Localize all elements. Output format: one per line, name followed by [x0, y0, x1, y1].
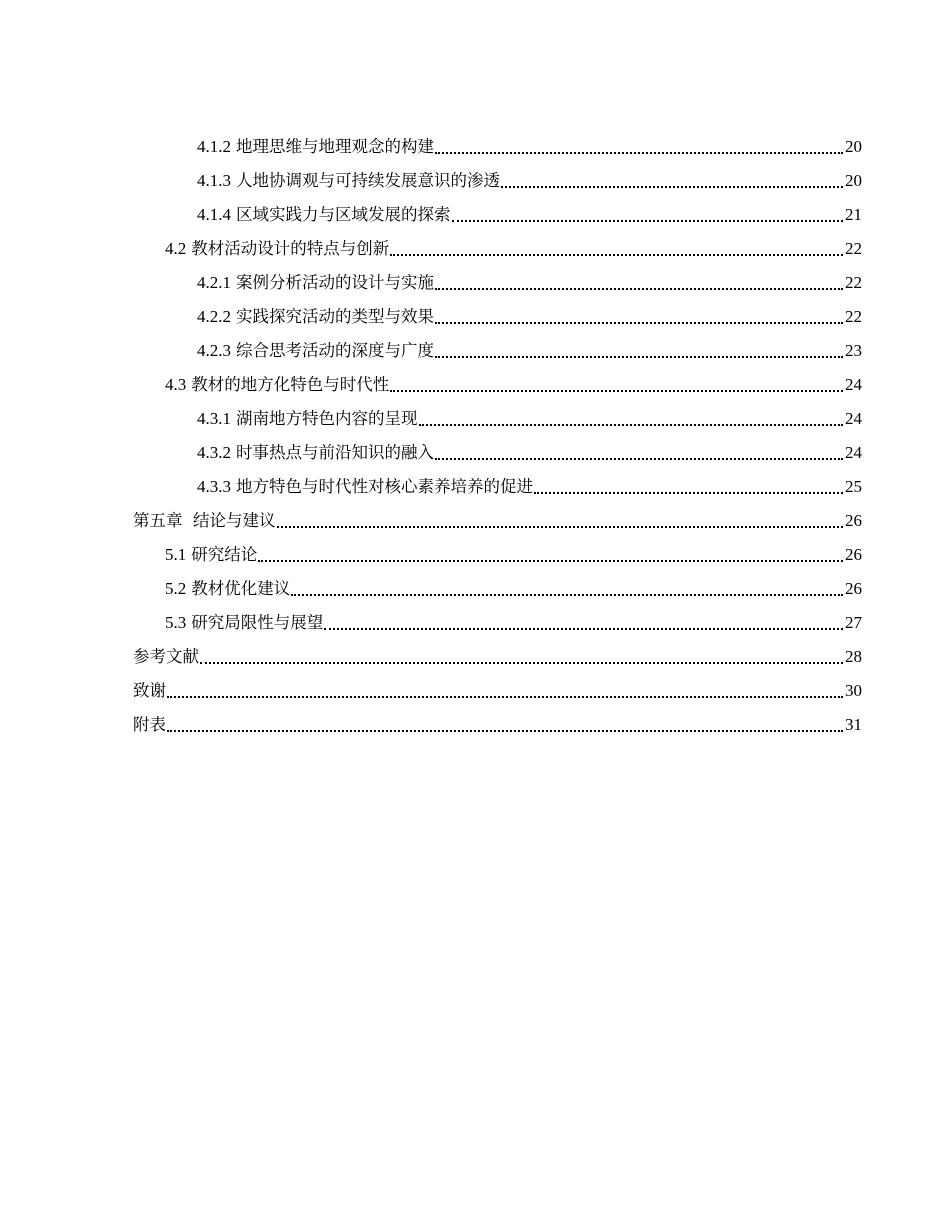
toc-entry-4-1-3[interactable] [133, 164, 862, 198]
dot-leader [452, 198, 845, 232]
toc-entry-4-2-2[interactable] [133, 300, 862, 334]
dot-leader [435, 334, 844, 368]
dot-leader [435, 436, 844, 470]
toc-entry-number: 4.2.3 [197, 341, 231, 360]
toc-entry-label [197, 436, 435, 470]
toc-entry-title: 参考文献 [133, 647, 199, 666]
toc-entry-number: 4.2 [165, 239, 187, 258]
dot-leader [435, 266, 844, 300]
toc-page-number: 20 [845, 171, 862, 190]
dot-leader [167, 674, 844, 708]
toc-page-number: 27 [845, 613, 862, 632]
toc-entry-title: 地方特色与时代性对核心素养培养的促进 [236, 477, 533, 496]
toc-entry-5-3[interactable] [133, 606, 862, 640]
toc-page-number: 25 [845, 477, 862, 496]
toc-entry-title: 区域实践力与区域发展的探索 [236, 205, 451, 224]
toc-entry-title: 研究局限性与展望 [191, 613, 324, 632]
toc-entry-appendix[interactable] [133, 708, 862, 742]
toc-entry-title: 教材的地方化特色与时代性 [191, 375, 390, 394]
toc-entry-title: 教材活动设计的特点与创新 [191, 239, 390, 258]
toc-entry-label [197, 470, 534, 504]
toc-entry-number: 4.2.1 [197, 273, 231, 292]
toc-entry-4-2-3[interactable] [133, 334, 862, 368]
toc-entry-4-3-2[interactable] [133, 436, 862, 470]
toc-entry-title: 附表 [133, 715, 166, 734]
toc-page-number: 26 [845, 545, 862, 564]
toc-entry-4-1-2[interactable] [133, 130, 862, 164]
toc-entry-title: 人地协调观与可持续发展意识的渗透 [236, 171, 500, 190]
toc-entry-5-1[interactable] [133, 538, 862, 572]
toc-page-number: 24 [845, 443, 862, 462]
toc-entry-title: 综合思考活动的深度与广度 [236, 341, 434, 360]
toc-page-number: 24 [845, 409, 862, 428]
toc-entry-number: 4.2.2 [197, 307, 231, 326]
toc-entry-title: 地理思维与地理观念的构建 [236, 137, 434, 156]
toc-entry-label [197, 198, 452, 232]
toc-page-number: 31 [845, 715, 862, 734]
toc-entry-number: 4.1.2 [197, 137, 231, 156]
dot-leader [435, 300, 844, 334]
toc-entry-title: 时事热点与前沿知识的融入 [236, 443, 434, 462]
toc-page-number: 26 [845, 579, 862, 598]
toc-entry-label [197, 130, 435, 164]
toc-entry-label [133, 674, 167, 708]
dot-leader [324, 606, 844, 640]
toc-page-number: 30 [845, 681, 862, 700]
table-of-contents [133, 130, 862, 742]
dot-leader [501, 164, 844, 198]
toc-entry-title: 第五章 结论与建议 [133, 511, 276, 530]
toc-entry-4-3-1[interactable] [133, 402, 862, 436]
dot-leader [258, 538, 844, 572]
toc-entry-chapter-5[interactable] [133, 504, 862, 538]
dot-leader [534, 470, 844, 504]
toc-entry-label [165, 538, 258, 572]
toc-entry-5-2[interactable] [133, 572, 862, 606]
toc-entry-acknowledgements[interactable] [133, 674, 862, 708]
toc-entry-label [197, 266, 435, 300]
toc-entry-label [197, 300, 435, 334]
toc-entry-title: 教材优化建议 [191, 579, 291, 598]
dot-leader [390, 368, 844, 402]
toc-entry-number: 5.2 [165, 579, 187, 598]
toc-entry-4-3-3[interactable] [133, 470, 862, 504]
dot-leader [390, 232, 844, 266]
toc-page-number: 24 [845, 375, 862, 394]
dot-leader [435, 130, 844, 164]
dot-leader [200, 640, 844, 674]
toc-page-number: 28 [845, 647, 862, 666]
toc-entry-label [165, 368, 390, 402]
toc-entry-number: 4.1.3 [197, 171, 231, 190]
toc-entry-number: 4.3.3 [197, 477, 231, 496]
toc-entry-title: 湖南地方特色内容的呈现 [236, 409, 418, 428]
toc-entry-references[interactable] [133, 640, 862, 674]
toc-entry-title: 研究结论 [191, 545, 258, 564]
toc-page-number: 21 [845, 205, 862, 224]
toc-entry-number: 4.3.2 [197, 443, 231, 462]
toc-entry-label [133, 640, 200, 674]
toc-page-number: 20 [845, 137, 862, 156]
toc-entry-label [197, 334, 435, 368]
toc-entry-number: 4.3 [165, 375, 187, 394]
toc-entry-4-3[interactable] [133, 368, 862, 402]
toc-entry-label [165, 572, 291, 606]
toc-entry-label [133, 504, 277, 538]
toc-entry-title: 实践探究活动的类型与效果 [236, 307, 434, 326]
toc-entry-number: 5.1 [165, 545, 187, 564]
toc-page-number: 22 [845, 273, 862, 292]
dot-leader [167, 708, 844, 742]
toc-entry-label [165, 606, 324, 640]
toc-entry-number: 4.1.4 [197, 205, 231, 224]
toc-entry-number: 4.3.1 [197, 409, 231, 428]
toc-entry-label [165, 232, 390, 266]
toc-entry-title: 致谢 [133, 681, 166, 700]
toc-entry-4-2-1[interactable] [133, 266, 862, 300]
toc-entry-label [133, 708, 167, 742]
toc-entry-title: 案例分析活动的设计与实施 [236, 273, 434, 292]
toc-page-number: 23 [845, 341, 862, 360]
toc-entry-label [197, 402, 419, 436]
dot-leader [277, 504, 845, 538]
toc-entry-4-1-4[interactable] [133, 198, 862, 232]
toc-page-number: 26 [845, 511, 862, 530]
dot-leader [419, 402, 845, 436]
toc-page-number: 22 [845, 307, 862, 326]
toc-entry-label [197, 164, 501, 198]
toc-entry-4-2[interactable] [133, 232, 862, 266]
toc-page-number: 22 [845, 239, 862, 258]
dot-leader [291, 572, 844, 606]
toc-entry-number: 5.3 [165, 613, 187, 632]
